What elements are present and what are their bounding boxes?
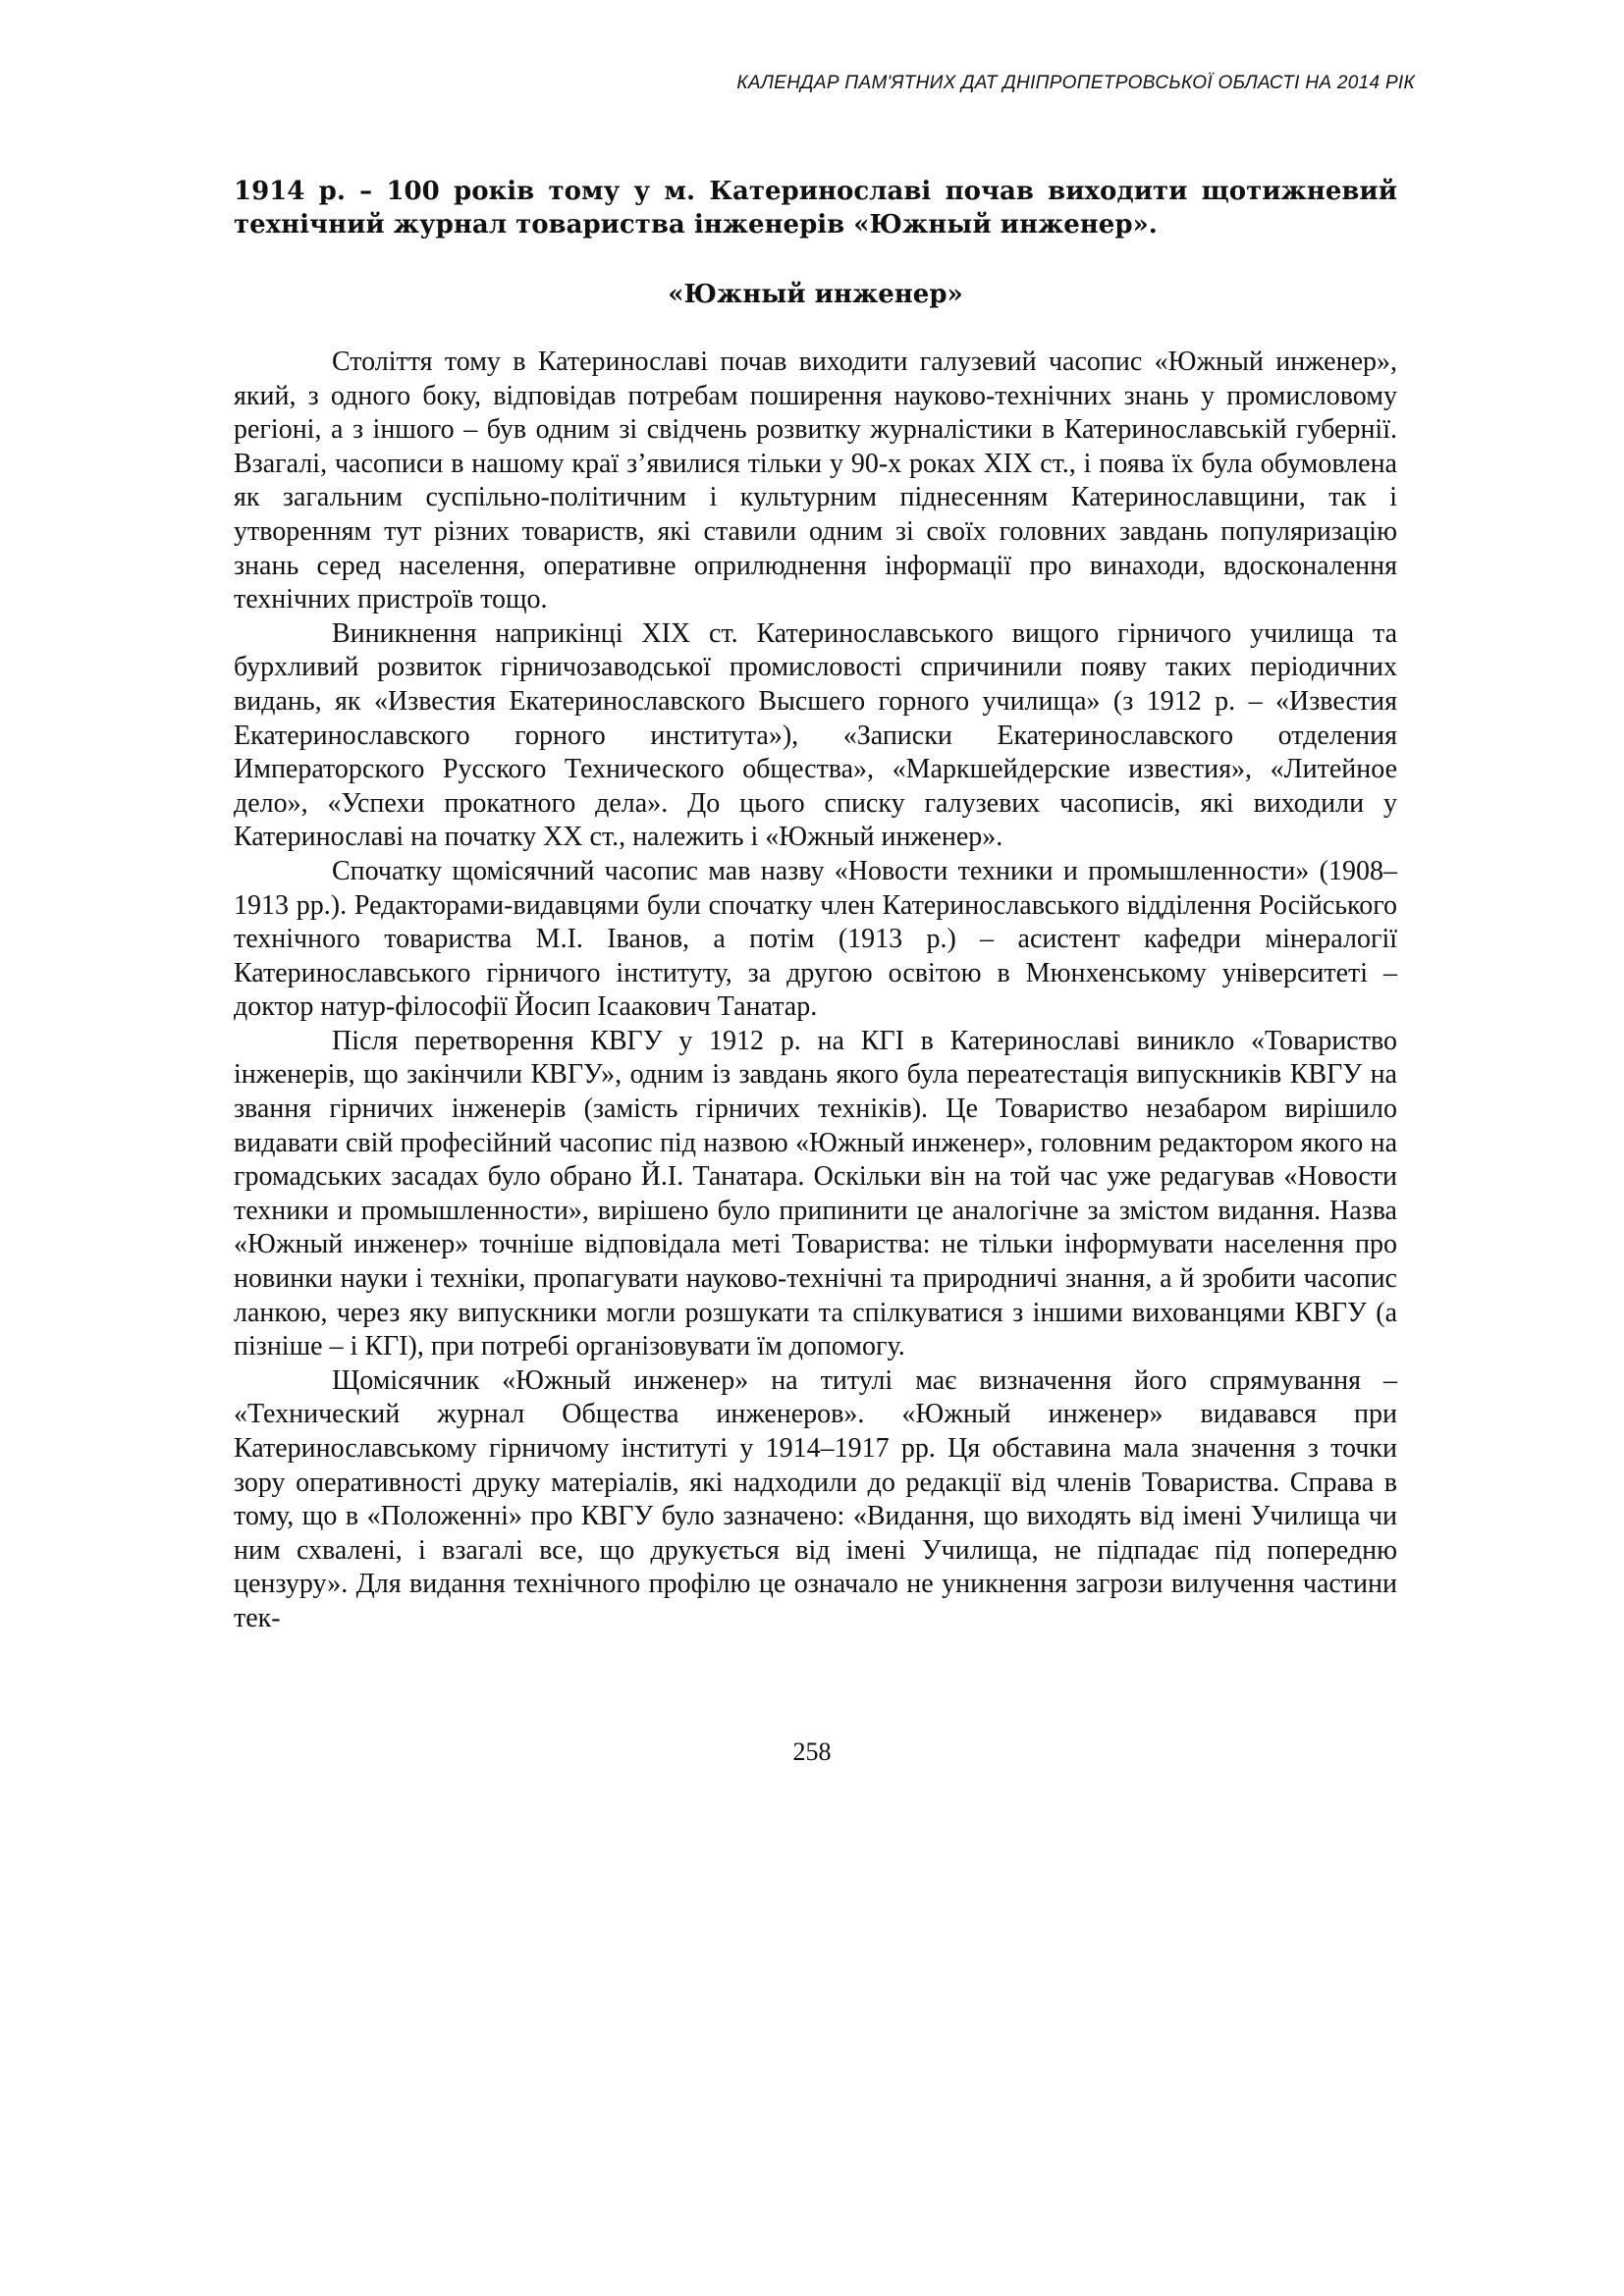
article-body bbox=[234, 346, 1397, 1636]
article-title: «Южный инженер» bbox=[668, 280, 963, 309]
page-number: 258 bbox=[792, 1737, 832, 1766]
paragraph: Після перетворення КВГУ у 1912 р. на КГІ в Катеринославі виникло «Товариство інженерів, що закінчили КВГУ», одним із завдань якого була переатестація випускників КВГУ на звання гірничих інженерів (замість гірничих техніків). Це Товариство незабаром вирішило видавати свій професійний часопис під назвою «Южный инженер», головним редактором якого на громадських засадах було обрано Й.І. Танатара. Оскільки він на той час уже редагував «Новости техники и промышленности», вирішено було припинити це аналогічне за змістом видання. Назва «Южный инженер» точніше відповідала меті Товариства: не тільки інформувати населення про новинки науки і техніки, пропагувати науково-технічні та природничі знання, а й зробити часопис ланкою, через яку випускники могли розшукати та спілкуватися з іншими вихованцями КВГУ (а пізніше – і КГІ), при потребі організовувати їм допомогу. bbox=[234, 1025, 1397, 1362]
paragraph: Спочатку щомісячний часопис мав назву «Новости техники и промышленности» (1908–1913 рр.). Редакторами-видавцями були спочатку член Катеринославського відділення Російського технічного товариства М.І. Іванов, а потім (1913 р.) – асистент кафедри мінералогії Катеринославського гірничого інституту, за другою освітою в Мюнхенському університеті – доктор натур-філософії Йосип Ісаакович Танатар. bbox=[234, 855, 1397, 1023]
paragraph: Щомісячник «Южный инженер» на титулі має визначення його спрямування – «Технический журнал Общества инженеров». «Южный инженер» видавався при Катеринославському гірничому інституті у 1914–1917 рр. Ця обставина мала значення з точки зору оперативності друку матеріалів, які надходили до редакції від членів Товариства. Справа в тому, що в «Положенні» про КВГУ було зазначено: «Видання, що виходять від імені Училища чи ним схвалені, і взагалі все, що друкується від імені Училища, не підпадає під попередню цензуру». Для видання технічного профілю це означало не уникнення загрози вилучення частини тек- bbox=[234, 1364, 1397, 1633]
paragraph: Виникнення наприкінці XIX ст. Катеринославського вищого гірничого училища та бурхливий розвиток гірничозаводської промисловості спричинили появу таких періодичних видань, як «Известия Екатеринославского Высшего горного училища» (з 1912 р. – «Известия Екатеринославского горного института»), «Записки Екатеринославского отделения Императорского Русского Технического общества», «Маркшейдерские известия», «Литейное дело», «Успехи прокатного дела». До цього списку галузевих часописів, які виходили у Катеринославі на початку XX ст., належить і «Южный инженер». bbox=[234, 617, 1397, 853]
running-head: КАЛЕНДАР ПАМ'ЯТНИХ ДАТ ДНІПРОПЕТРОВСЬКОЇ ОБЛАСТІ НА 2014 РІК bbox=[736, 73, 1415, 93]
paragraph: Століття тому в Катеринославі почав виходити галузевий часопис «Южный инженер», який, з одного боку, відповідав потребам поширення науково-технічних знань у промисловому регіоні, а з іншого – був одним зі свідчень розвитку журналістики в Катеринославській губернії. Взагалі, часописи в нашому краї з’явилися тільки у 90-х роках XIX ст., і поява їх була обумовлена як загальним суспільно-політичним і культурним піднесенням Катеринославщини, так і утворенням тут різних товариств, які ставили одним зі своїх головних завдань популяризацію знань серед населення, оперативне оприлюднення інформації про винаходи, вдосконалення технічних пристроїв тощо. bbox=[234, 347, 1397, 615]
entry-headline: 1914 р. – 100 років тому у м. Катеринославі почав виходити щотижневий технічний журнал товариства інженерів «Южный инженер». bbox=[234, 177, 1397, 240]
